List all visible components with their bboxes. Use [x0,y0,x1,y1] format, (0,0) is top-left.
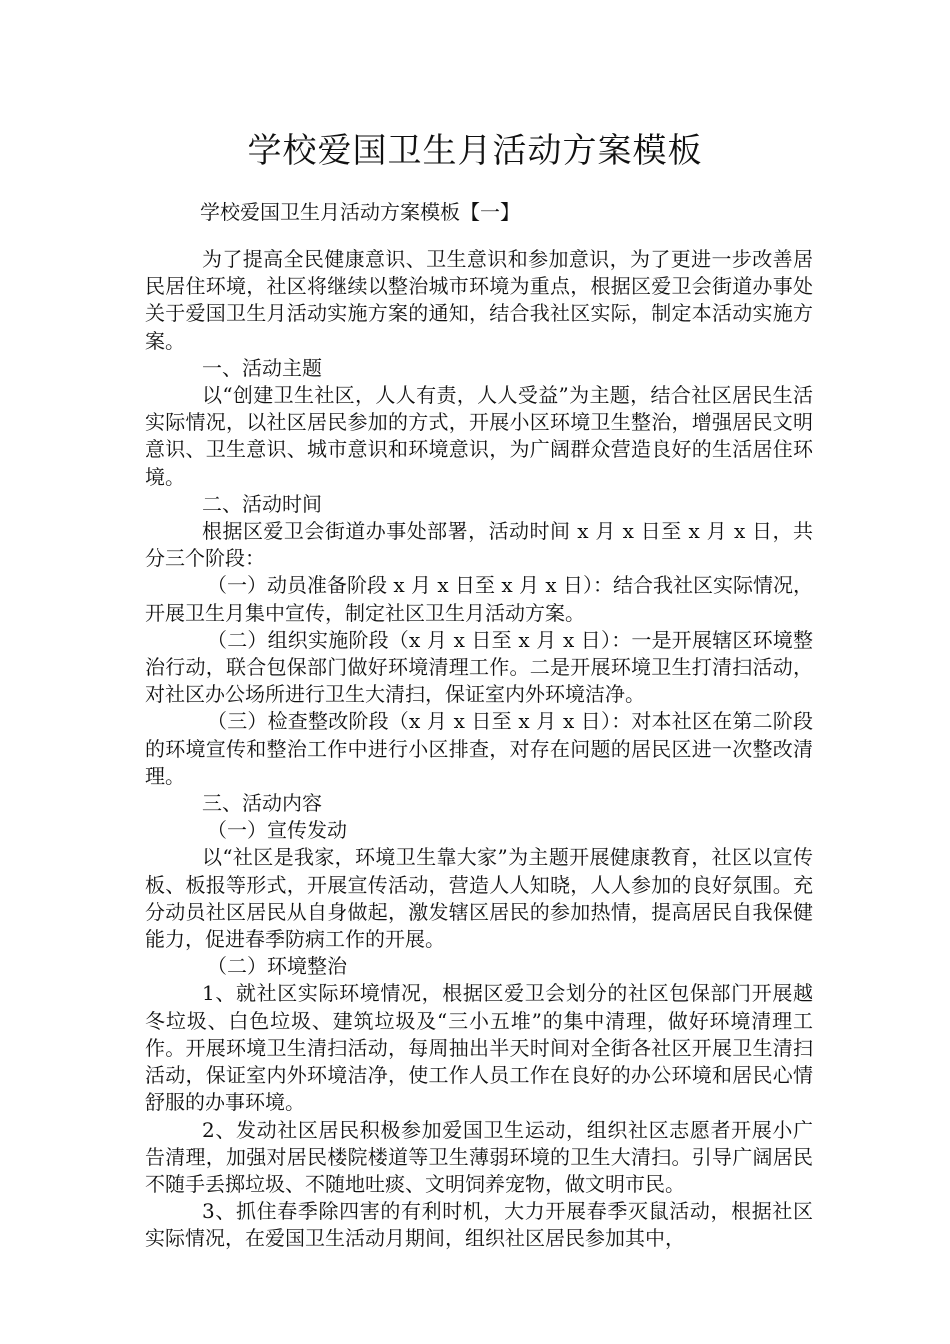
section-heading-theme: 一、活动主题 [202,355,322,380]
paragraph-stage-3: （三）检查整改阶段（x 月 x 日至 x 月 x 日）：对本社区在第二阶段的环境宣传和整治工作中进行小区排查，对存在问题的居民区进一次整改清理。 [145,709,813,788]
paragraph-theme: 以“创建卫生社区，人人有责，人人受益”为主题，结合社区居民生活实际情况，以社区居民参加的方式，开展小区环境卫生整治，增强居民文明意识、卫生意识、城市意识和环境意识，为广阔群众营造良好的生活居住环境。 [145,383,813,489]
document-subtitle: 学校爱国卫生月活动方案模板【一】 [200,200,520,224]
paragraph-intro: 为了提高全民健康意识、卫生意识和参加意识，为了更进一步改善居民居住环境，社区将继续以整治城市环境为重点，根据区爱卫会街道办事处关于爱国卫生月活动实施方案的通知，结合我社区实际，制定本活动实施方案。 [145,247,813,353]
paragraph-stage-1: （一）动员准备阶段 x 月 x 日至 x 月 x 日）：结合我社区实际情况，开展卫生月集中宣传，制定社区卫生月活动方案。 [145,573,813,625]
paragraph-stage-2: （二）组织实施阶段（x 月 x 日至 x 月 x 日）：一是开展辖区环境整治行动，联合包保部门做好环境清理工作。二是开展环境卫生打清扫活动，对社区办公场所进行卫生大清扫，保证室内外环境洁净。 [145,627,813,707]
paragraph-time: 根据区爱卫会街道办事处部署，活动时间 x 月 x 日至 x 月 x 日，共分三个阶段： [145,519,813,571]
document-body [145,246,813,1253]
subsection-heading-environment: （二）环境整治 [207,954,347,979]
paragraph-environment-3: 3、抓住春季除四害的有利时机，大力开展春季灭鼠活动，根据社区实际情况，在爱国卫生活动月期间，组织社区居民参加其中， [145,1199,813,1251]
paragraph-environment-1: 1、就社区实际环境情况，根据区爱卫会划分的社区包保部门开展越冬垃圾、白色垃圾、建筑垃圾及“三小五堆”的集中清理，做好环境清理工作。开展环境卫生清扫活动，每周抽出半天时间对全街各社区开展卫生清扫活动，保证室内外环境洁净，使工作人员工作在良好的办公环境和居民心情舒服的办事环境。 [145,981,813,1115]
section-heading-time: 二、活动时间 [202,491,322,516]
subsection-heading-publicity: （一）宣传发动 [207,818,347,843]
document-title: 学校爱国卫生月活动方案模板 [247,131,703,171]
section-heading-content: 三、活动内容 [202,791,322,816]
paragraph-environment-2: 2、发动社区居民积极参加爱国卫生运动，组织社区志愿者开展小广告清理，加强对居民楼院楼道等卫生薄弱环境的卫生大清扫。引导广阔居民不随手丢掷垃圾、不随地吐痰、文明饲养宠物，做文明市民。 [145,1117,813,1196]
paragraph-publicity: 以“社区是我家，环境卫生靠大家”为主题开展健康教育，社区以宣传板、板报等形式，开展宣传活动，营造人人知晓，人人参加的良好氛围。充分动员社区居民从自身做起，激发辖区居民的参加热情，提高居民自我保健能力，促进春季防病工作的开展。 [145,845,813,952]
